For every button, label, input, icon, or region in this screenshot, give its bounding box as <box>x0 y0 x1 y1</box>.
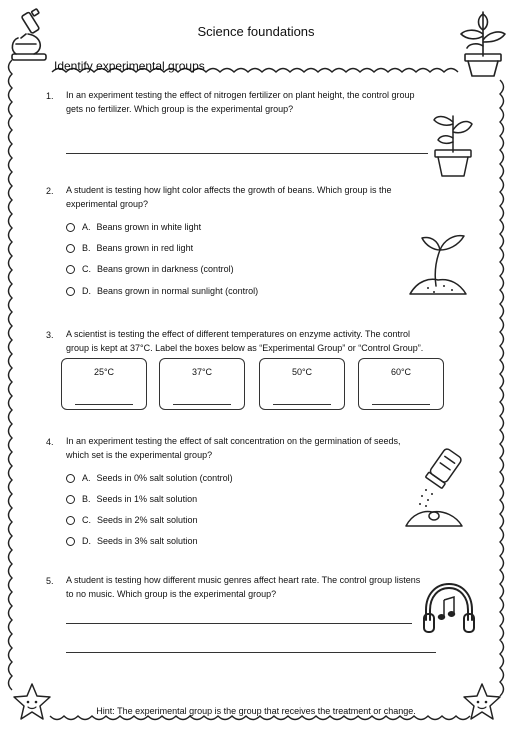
sprout-icon <box>408 228 468 298</box>
question-4-number: 4. <box>46 437 54 447</box>
question-1-answer-line[interactable] <box>66 153 428 154</box>
question-4-option-d[interactable] <box>66 536 198 546</box>
question-5-number: 5. <box>46 576 54 586</box>
temperature-box-25[interactable] <box>61 358 147 410</box>
option-letter: C. <box>82 515 91 525</box>
radio-button[interactable] <box>66 474 75 483</box>
question-2-option-a[interactable] <box>66 222 201 232</box>
radio-button[interactable] <box>66 244 75 253</box>
option-letter: C. <box>82 264 91 274</box>
temperature-box-60[interactable] <box>358 358 444 410</box>
question-4-text-line2: which set is the experimental group? <box>66 450 213 460</box>
question-4-option-c[interactable] <box>66 515 198 525</box>
temperature-label: 37°C <box>191 367 213 377</box>
option-text: Beans grown in white light <box>96 222 202 232</box>
question-3-text-line1: A scientist is testing the effect of different temperatures on enzyme activity. The control <box>66 329 411 339</box>
option-letter: B. <box>82 494 91 504</box>
label-answer-line[interactable] <box>372 404 430 405</box>
label-answer-line[interactable] <box>75 404 133 405</box>
potted-plant-icon <box>432 108 474 178</box>
temperature-label: 25°C <box>93 367 115 377</box>
radio-button[interactable] <box>66 223 75 232</box>
option-text: Seeds in 3% salt solution <box>97 536 198 546</box>
star-icon <box>12 682 52 722</box>
worksheet-subtitle: Identify experimental groups <box>54 59 205 73</box>
star-icon <box>462 682 502 722</box>
salt-shaker-icon <box>404 446 466 530</box>
microscope-icon <box>8 10 52 64</box>
question-1-text-line2: gets no fertilizer. Which group is the experimental group? <box>66 104 294 114</box>
temperature-box-37[interactable] <box>159 358 245 410</box>
potted-plant-icon <box>459 6 507 78</box>
question-1-text-line1: In an experiment testing the effect of nitrogen fertilizer on plant height, the control group <box>66 90 415 100</box>
option-letter: A. <box>82 473 91 483</box>
radio-button[interactable] <box>66 516 75 525</box>
question-4-option-b[interactable] <box>66 494 197 504</box>
option-text: Beans grown in darkness (control) <box>97 264 234 274</box>
option-letter: B. <box>82 243 91 253</box>
label-answer-line[interactable] <box>173 404 231 405</box>
question-3-text-line2: group is kept at 37°C. Label the boxes below as “Experimental Group” or “Control Group”. <box>66 343 424 353</box>
label-answer-line[interactable] <box>273 404 331 405</box>
border-left-edge <box>9 60 13 690</box>
question-2-text-line1: A student is testing how light color affects the growth of beans. Which group is the <box>66 185 392 195</box>
temperature-label: 60°C <box>390 367 412 377</box>
question-5-text-line2: to no music. Which group is the experimental group? <box>66 589 277 599</box>
option-text: Seeds in 1% salt solution <box>96 494 198 504</box>
question-2-option-b[interactable] <box>66 243 193 253</box>
temperature-box-50[interactable] <box>259 358 345 410</box>
radio-button[interactable] <box>66 537 75 546</box>
question-5-answer-line-2[interactable] <box>66 652 436 653</box>
option-text: Beans grown in normal sunlight (control) <box>97 286 259 296</box>
question-5-answer-line-1[interactable] <box>66 623 412 624</box>
option-text: Seeds in 0% salt solution (control) <box>96 473 233 483</box>
option-text: Seeds in 2% salt solution <box>97 515 198 525</box>
radio-button[interactable] <box>66 495 75 504</box>
question-3-number: 3. <box>46 330 54 340</box>
hint-text: Hint: The experimental group is the group that receives the treatment or change. <box>96 706 416 716</box>
radio-button[interactable] <box>66 265 75 274</box>
question-5-text-line1: A student is testing how different music genres affect heart rate. The control group listens <box>66 575 421 585</box>
headphones-icon <box>420 580 478 638</box>
option-text: Beans grown in red light <box>96 243 194 253</box>
option-letter: D. <box>82 286 91 296</box>
temperature-label: 50°C <box>291 367 313 377</box>
option-letter: D. <box>82 536 91 546</box>
question-2-text-line2: experimental group? <box>66 199 149 209</box>
option-letter: A. <box>82 222 91 232</box>
question-2-option-c[interactable] <box>66 264 234 274</box>
border-bottom-edge <box>50 716 470 720</box>
page-title: Science foundations <box>197 24 315 39</box>
question-4-text-line1: In an experiment testing the effect of salt concentration on the germination of seeds, <box>66 436 401 446</box>
question-2-option-d[interactable] <box>66 286 258 296</box>
question-4-option-a[interactable] <box>66 473 233 483</box>
question-1-number: 1. <box>46 91 54 101</box>
radio-button[interactable] <box>66 287 75 296</box>
question-2-number: 2. <box>46 186 54 196</box>
border-right-edge <box>500 80 504 696</box>
